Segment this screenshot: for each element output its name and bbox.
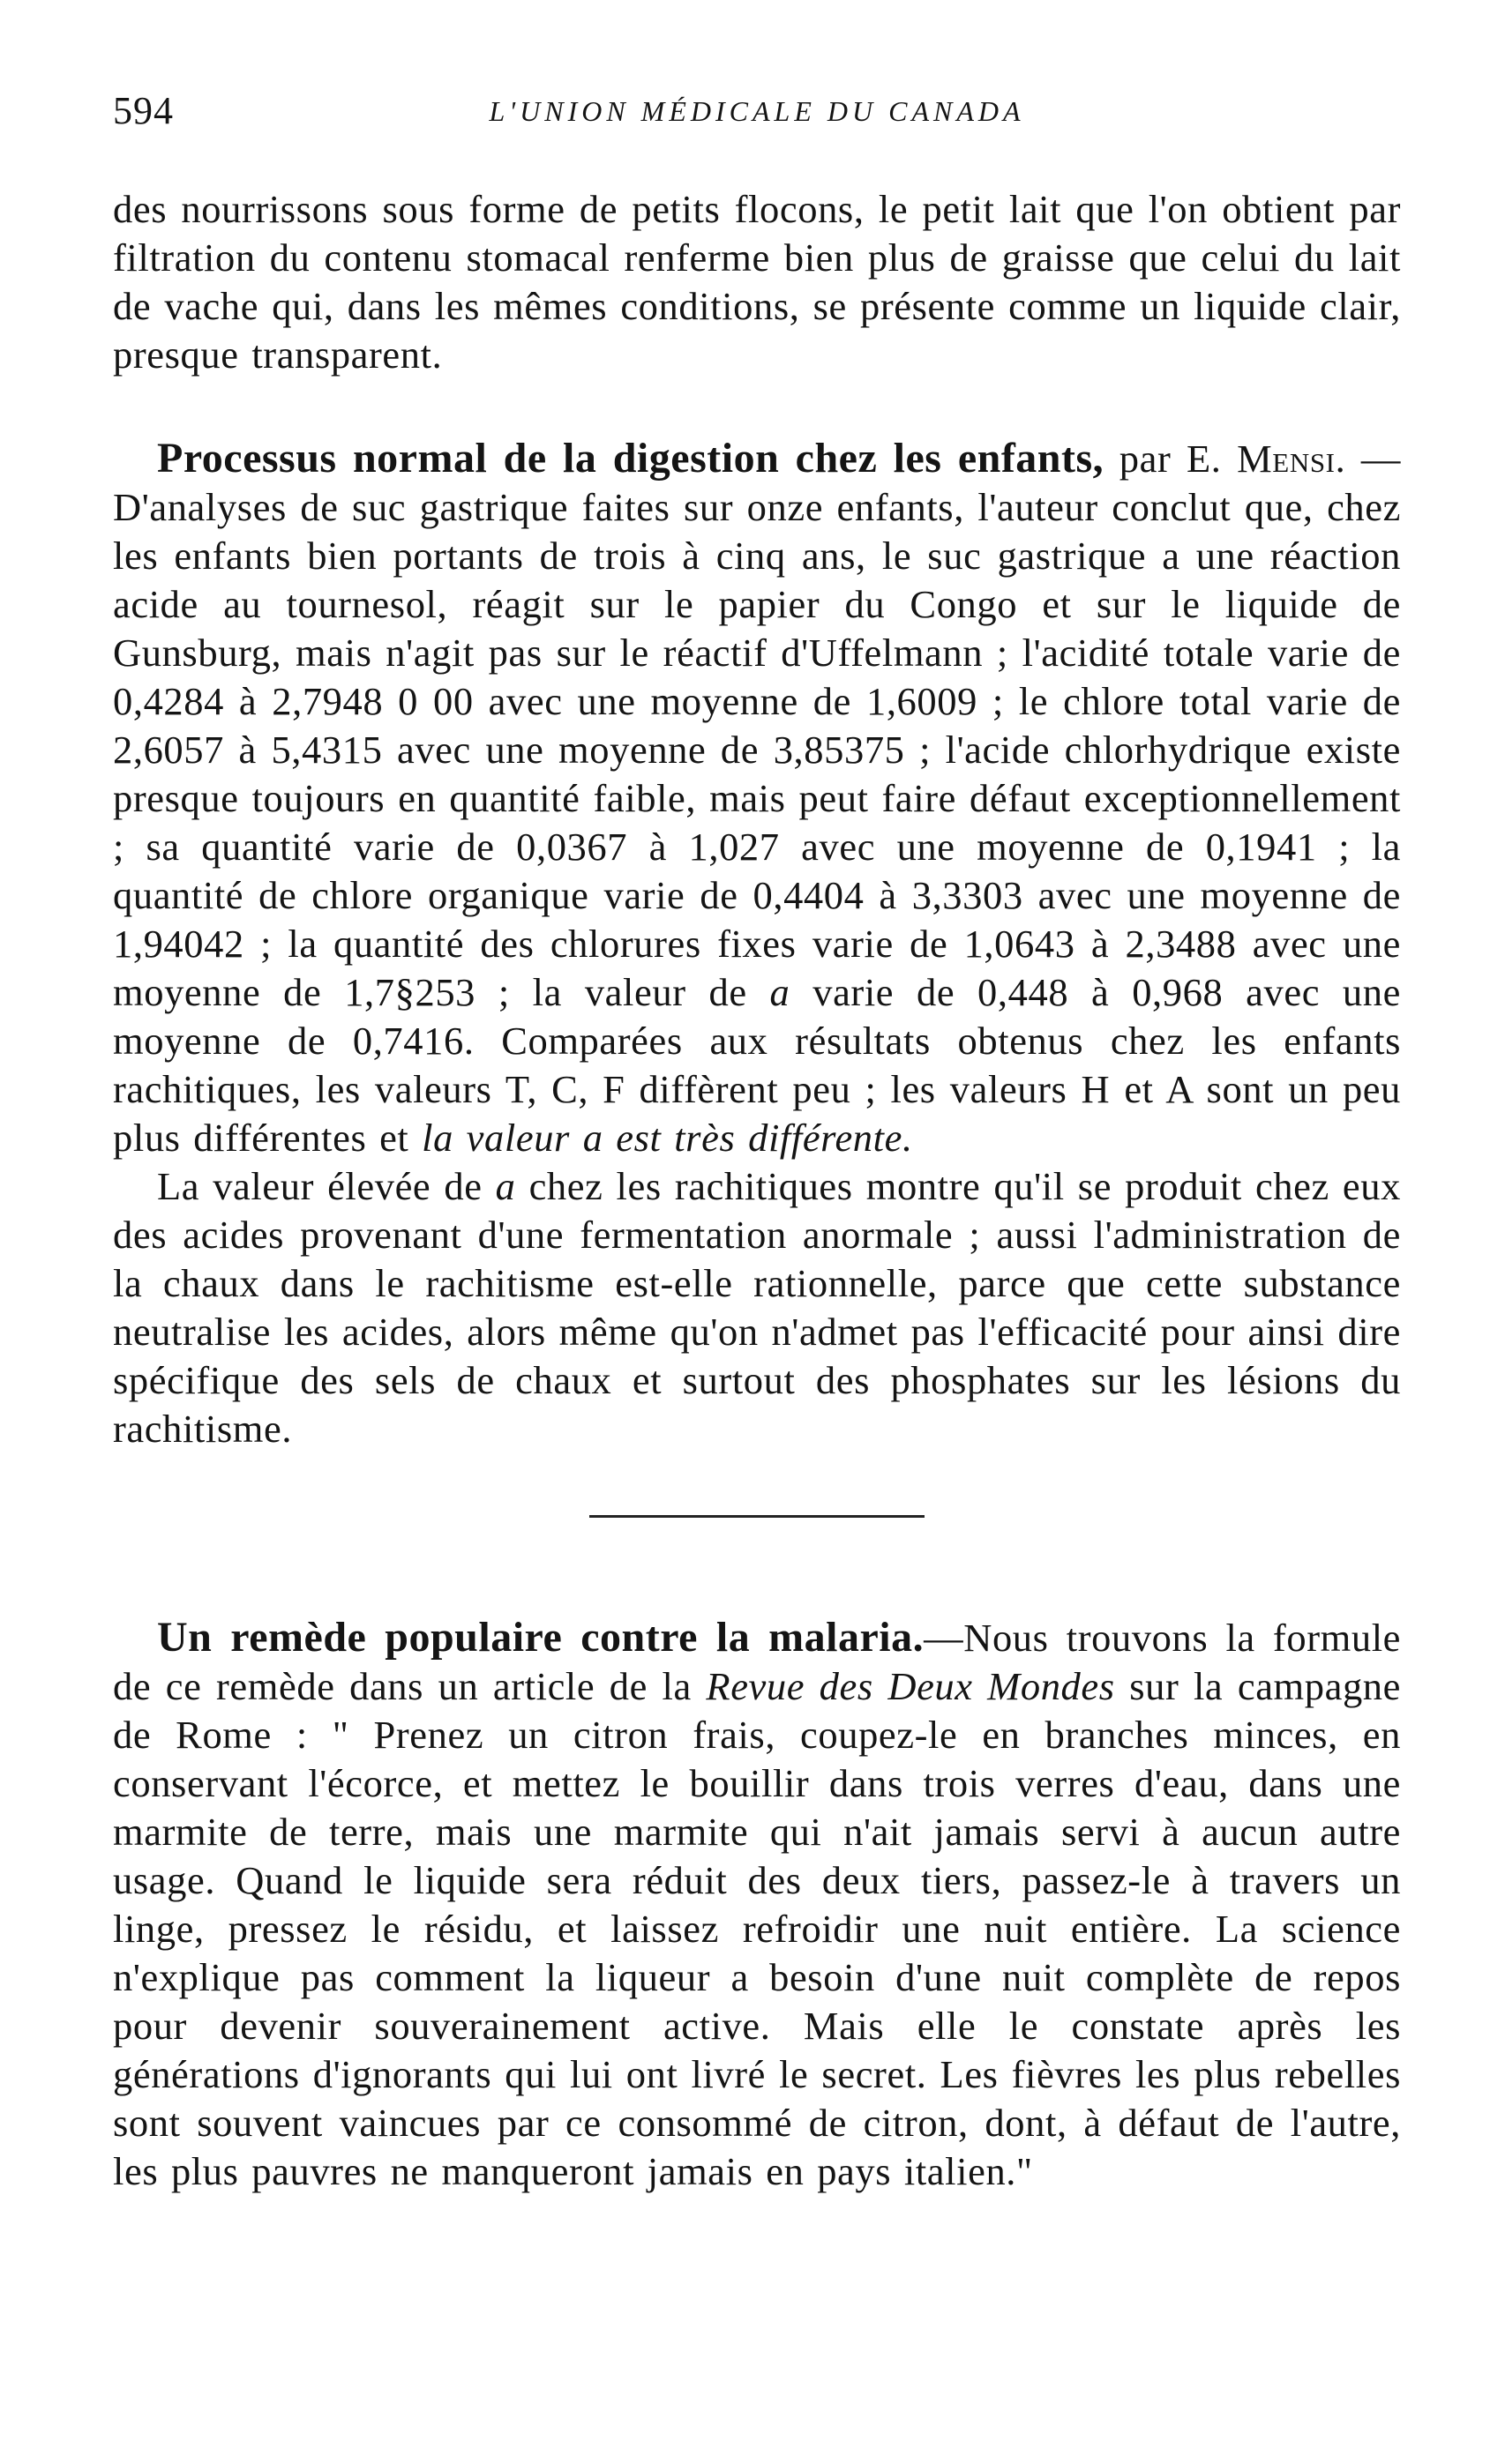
section-separator [589, 1515, 925, 1518]
paragraph-text: —Nous trouvons la formule de ce remède dans un article de la [113, 1616, 1402, 1708]
author-name: Mensi. [1237, 437, 1346, 481]
variable-a: a [769, 970, 790, 1014]
paragraph-milk-digestion [113, 185, 1401, 379]
author-prefix: par E. [1119, 437, 1222, 481]
paragraph-text: — D'analyses de suc gastrique faites sur onze enfants, l'auteur conclut que, chez les enfants bien portants de trois à cinq ans, le suc gastrique a une réaction acide au tournesol, réagit sur le papier du Congo et sur le liquide de Gunsburg, mais n'agit pas sur le réactif d'Uffelmann ; l'acidité totale varie de 0,4284 à 2,7948 0 00 avec une moyenne de 1,6009 ; le chlore total varie de 2,6057 à 5,4315 avec une moyenne de 3,85375 ; l'acide chlorhydrique existe presque toujours en quantité faible, mais peut faire défaut exceptionnellement ; sa quantité varie de 0,0367 à 1,027 avec une moyenne de 0,1941 ; la quantité de chlore organique varie de 0,4404 à 3,3303 avec une moyenne de 1,94042 ; la quantité des chlorures fixes varie de 1,0643 à 2,3488 avec une moyenne de 1,7§253 ; la valeur de [113, 437, 1402, 1014]
page-number: 594 [113, 89, 174, 132]
paragraph-text: sur la campagne de Rome : " Prenez un citron frais, coupez-le en branches minces, en conservant l'écorce, et mettez le bouillir dans trois verres d'eau, dans une marmite de terre, mais une marmite qui n'ait jamais servi à aucun autre usage. Quand le liquide sera réduit des deux tiers, passez-le à travers un linge, pressez le résidu, et laissez refroidir une nuit entière. La science n'explique pas comment la liqueur a besoin d'une nuit complète de repos pour devenir souverainement active. Mais elle le constate après les générations d'ignorants qui lui ont livré le secret. Les fièvres les plus rebelles sont souvent vaincues par ce consommé de citron, dont, à défaut de l'autre, les plus pauvres ne manqueront jamais en pays italien." [113, 1664, 1402, 2193]
variable-a: a [495, 1164, 516, 1208]
paragraph-malaria-remedy [113, 1613, 1401, 2196]
paragraph-digestion-children [113, 434, 1401, 1162]
italic-phrase: la valeur a est très différente. [422, 1116, 913, 1160]
journal-title: L'UNION MÉDICALE DU CANADA [489, 95, 1025, 127]
section-heading-digestion: Processus normal de la digestion chez les enfants, [157, 435, 1104, 482]
paragraph-text: des nourrissons sous forme de petits flocons, le petit lait que l'on obtient par filtration du contenu stomacal renferme bien plus de graisse que celui du lait de vache qui, dans les mêmes conditions, se présente comme un liquide clair, presque transparent. [113, 187, 1401, 377]
paragraph-text: chez les rachitiques montre qu'il se produit chez eux des acides provenant d'une fermentation anormale ; aussi l'administration de la chaux dans le rachitisme est-elle rationnelle, parce que cette substance neutralise les acides, alors même qu'on n'admet pas l'efficacité pour ainsi dire spécifique des sels de chaux et surtout des phosphates sur les lésions du rachitisme. [113, 1164, 1401, 1451]
page [113, 88, 1401, 2196]
journal-reference: Revue des Deux Mondes [706, 1664, 1115, 1708]
paragraph-text: La valeur élevée de [157, 1164, 483, 1208]
paragraph-rachitism [113, 1162, 1401, 1453]
section-heading-malaria: Un remède populaire contre la malaria. [157, 1614, 925, 1661]
running-head [113, 88, 1401, 150]
paragraph-text: varie de 0,448 à 0,968 avec une moyenne de 0,7416. Comparées aux résultats obtenus chez les enfants rachitiques, les valeurs T, C, F diffèrent peu ; les valeurs H et A sont un peu plus différentes et [113, 970, 1401, 1160]
